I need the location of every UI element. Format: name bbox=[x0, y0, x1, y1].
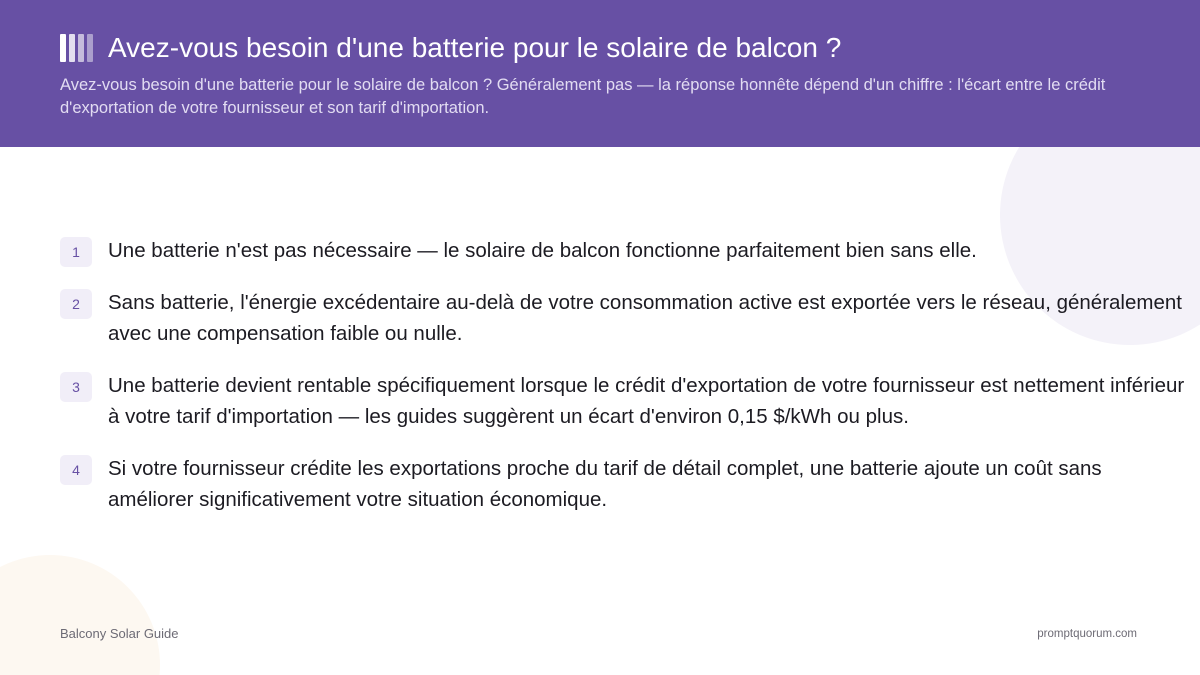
item-number-badge: 4 bbox=[60, 455, 92, 485]
list-item bbox=[60, 453, 1190, 515]
points-list bbox=[60, 235, 1190, 536]
item-text: Une batterie devient rentable spécifiquement lorsque le crédit d'exportation de votre fournisseur est nettement inférieur à votre tarif d'importation — les guides suggèrent un écart d'environ 0,15 $/kWh ou plus. bbox=[108, 374, 1185, 428]
bars-logo-icon bbox=[60, 34, 94, 62]
item-number-badge: 3 bbox=[60, 372, 92, 402]
decorative-circle-left bbox=[0, 555, 160, 675]
footer-brand: Balcony Solar Guide bbox=[60, 626, 179, 641]
list-item bbox=[60, 287, 1190, 349]
item-text: Une batterie n'est pas nécessaire — le solaire de balcon fonctionne parfaitement bien sans elle. bbox=[108, 239, 977, 262]
item-text: Sans batterie, l'énergie excédentaire au-delà de votre consommation active est exportée vers le réseau, généralement avec une compensation faible ou nulle. bbox=[108, 291, 1182, 345]
header-banner bbox=[0, 0, 1200, 147]
item-number-badge: 1 bbox=[60, 237, 92, 267]
item-number-badge: 2 bbox=[60, 289, 92, 319]
item-text: Si votre fournisseur crédite les exportations proche du tarif de détail complet, une batterie ajoute un coût sans améliorer significativement votre situation économique. bbox=[108, 457, 1102, 511]
list-item bbox=[60, 235, 1190, 266]
page-subtitle: Avez-vous besoin d'une batterie pour le solaire de balcon ? Généralement pas — la réponse honnête dépend d'un chiffre : l'écart entre le crédit d'exportation de votre fournisseur et son tarif d'importation. bbox=[60, 76, 1106, 117]
list-item bbox=[60, 370, 1190, 432]
footer-website: promptquorum.com bbox=[1037, 628, 1137, 640]
page-title: Avez-vous besoin d'une batterie pour le solaire de balcon ? bbox=[108, 32, 842, 63]
